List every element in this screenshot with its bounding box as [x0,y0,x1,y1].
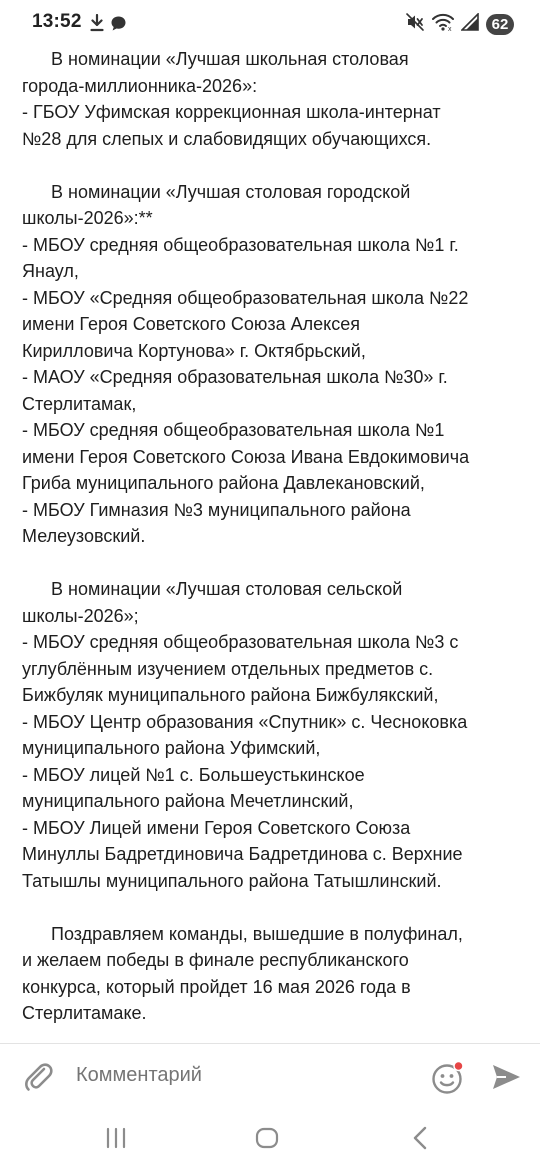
paperclip-icon[interactable] [22,1060,54,1099]
text-line: Стерлитамаке. [22,1003,147,1023]
paragraph-congratulations [22,921,522,1027]
system-nav-bar [0,1111,540,1170]
back-icon[interactable] [410,1125,430,1156]
text-line: углублённым изучением отдельных предметов с. [22,658,434,679]
text-line: - МАОУ «Средняя образовательная школа №30» г. [22,367,448,387]
status-time: 13:52 [32,11,82,32]
send-icon[interactable] [490,1061,522,1098]
text-line: - МБОУ средняя общеобразовательная школа №1 г. [22,234,459,255]
battery-indicator: 62 [486,14,514,35]
text-line: - МБОУ Центр образования «Спутник» с. Чесноковка [22,711,468,732]
svg-text:x: x [448,26,452,31]
text-line: №28 для слепых и слабовидящих обучающихся. [22,128,432,149]
chat-bubble-icon [110,15,127,37]
status-notification-icons [90,14,127,37]
text-line: - ГБОУ Уфимская коррекционная школа-интернат [22,102,441,122]
recent-apps-icon[interactable] [104,1126,128,1155]
text-line: Бижбуляк муниципального района Бижбулякский, [22,685,439,705]
status-bar [0,0,540,48]
text-line: В номинации «Лучшая школьная столовая [51,49,409,69]
text-line: Поздравляем команды, вышедшие в полуфинал, [51,923,463,944]
text-line: и желаем победы в финале республиканского [22,950,409,970]
text-line: муниципального района Мечетлинский, [22,791,354,811]
text-line: - МБОУ лицей №1 с. Большеустькинское [22,764,365,785]
notification-dot [454,1062,463,1071]
comment-input[interactable] [76,1064,406,1087]
comment-bar [0,1043,540,1112]
signal-icon [461,13,479,36]
text-line: Кирилловича Кортунова» г. Октябрьский, [22,340,366,361]
status-system-icons [405,12,514,37]
text-line: города-миллионника-2026»: [22,75,258,96]
text-line: школы-2026»; [22,605,139,626]
wifi-icon [432,13,454,36]
text-line: - МБОУ Лицей имени Героя Советского Союза [22,817,411,838]
text-line: имени Героя Советского Союза Алексея [22,314,360,334]
post-text [22,46,522,1053]
text-line: В номинации «Лучшая столовая городской [51,181,411,202]
paragraph-city-school [22,179,522,550]
paragraph-rural-school [22,576,522,894]
text-line: имени Героя Советского Союза Ивана Евдокимовича [22,446,470,467]
text-line: Гриба муниципального района Давлекановский, [22,473,425,493]
paragraph-city-millionaire [22,46,522,152]
text-line: Янаул, [22,261,79,281]
text-line: муниципального района Уфимский, [22,738,321,758]
text-line: Минуллы Бадретдиновича Бадретдинова с. Верхние [22,844,463,864]
emoji-icon[interactable] [430,1060,466,1101]
text-line: конкурса, который пройдет 16 мая 2026 года в [22,976,411,997]
text-line: - МБОУ средняя общеобразовательная школа №1 [22,420,445,440]
text-line: - МБОУ средняя общеобразовательная школа №3 с [22,632,459,652]
text-line: - МБОУ Гимназия №3 муниципального района [22,499,411,520]
home-icon[interactable] [254,1125,280,1156]
download-icon [90,14,104,37]
text-line: Мелеузовский. [22,526,146,546]
text-line: Стерлитамак, [22,393,137,414]
mute-icon [405,12,425,37]
text-line: Татышлы муниципального района Татышлинский. [22,870,442,891]
text-line: - МБОУ «Средняя общеобразовательная школа №22 [22,287,469,308]
text-line: В номинации «Лучшая столовая сельской [51,579,403,599]
text-line: школы-2026»:** [22,208,153,228]
